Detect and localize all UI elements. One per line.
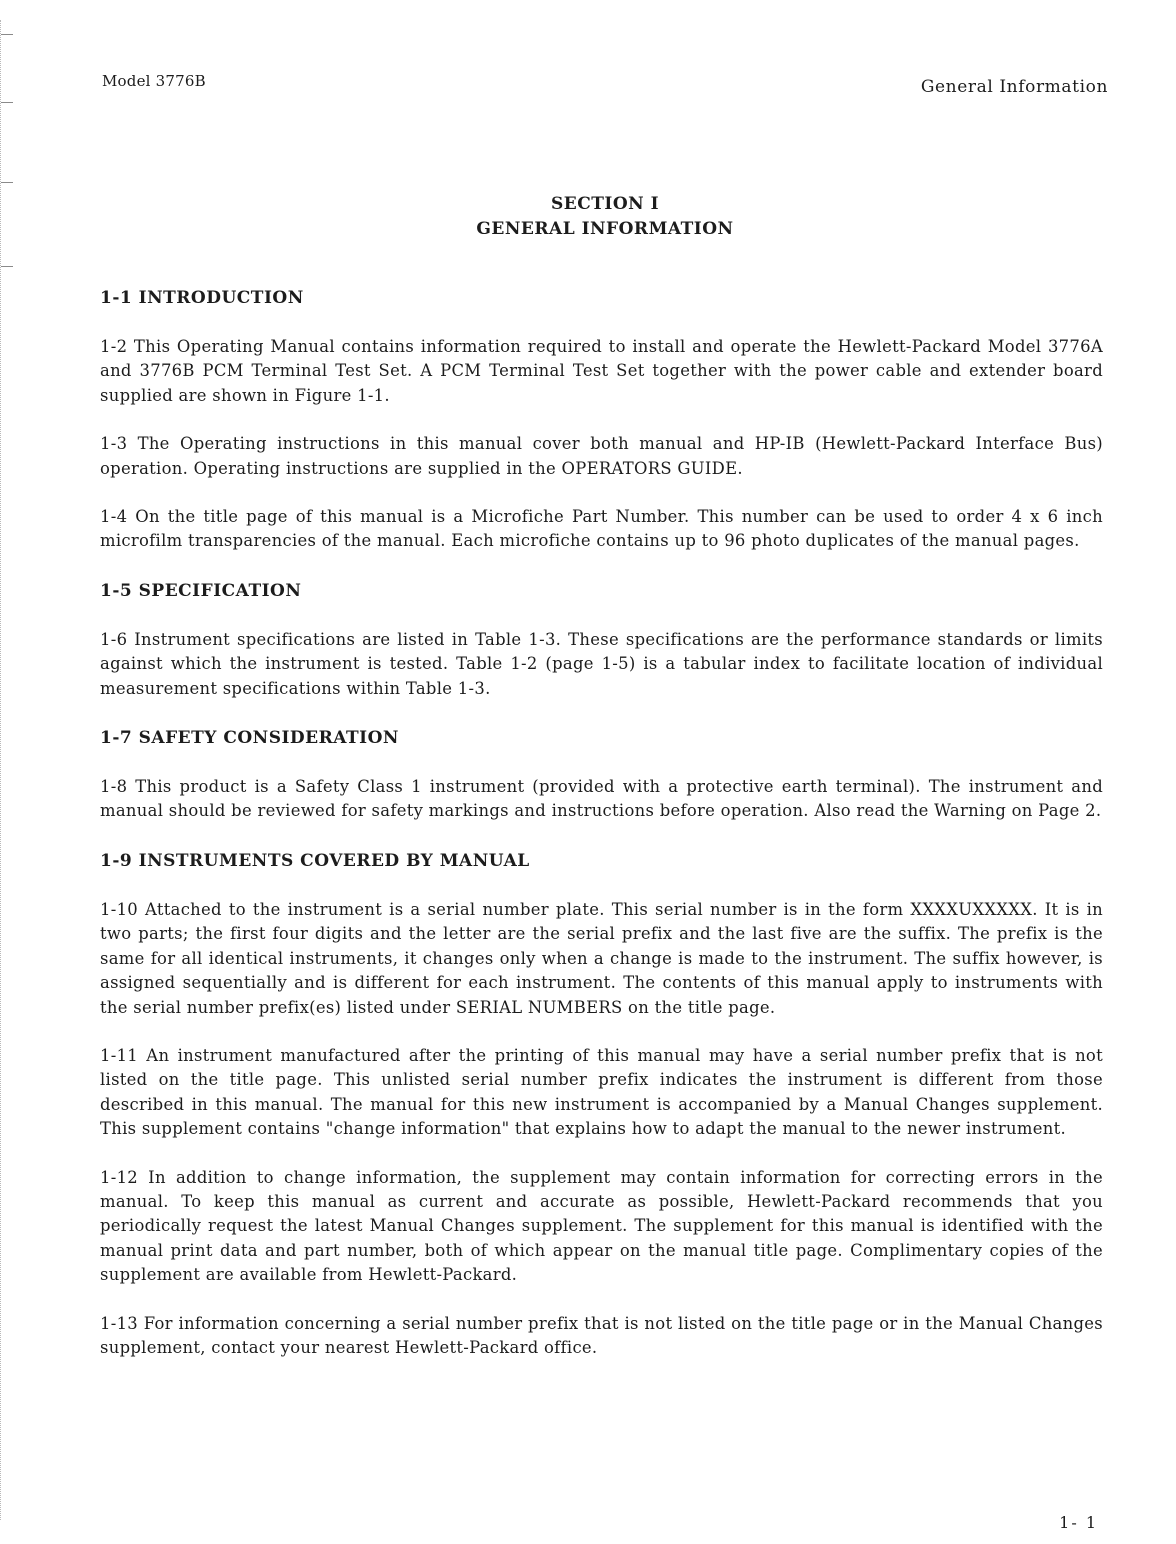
section-number: SECTION I — [550, 194, 660, 214]
heading-safety-consideration: 1-7 SAFETY CONSIDERATION — [100, 728, 399, 749]
binding-tick — [1, 266, 13, 267]
header-section-name: General Information — [920, 77, 1108, 97]
page-number: 1- 1 — [1059, 1513, 1098, 1532]
binding-tick — [1, 182, 13, 183]
header-model: Model 3776B — [102, 72, 206, 90]
section-title — [0, 192, 1176, 242]
paragraph-1-10: 1-10 Attached to the instrument is a serial number plate. This serial number is in the form XXXXUXXXXX. It is in two parts; the first four digits and the letter are the serial prefix and the last five are the suffix. The prefix is the same for all identical instruments, it changes only when a change is made to the instrument. The suffix however, is assigned sequentially and is different for each instrument. The contents of this manual apply to instruments with the serial number prefix(es) listed under SERIAL NUMBERS on the title page. — [100, 899, 1103, 1017]
paragraph-1-8: 1-8 This product is a Safety Class 1 instrument (provided with a protective earth terminal). The instrument and manual should be reviewed for safety markings and instructions before operation. Also read the Warning on Page 2. — [100, 777, 1103, 821]
binding-tick — [1, 34, 13, 35]
paragraph-1-2: 1-2 This Operating Manual contains information required to install and operate the Hewlett-Packard Model 3776A and 3776B PCM Terminal Test Set. A PCM Terminal Test Set together with the power cable and extender board supplied are shown in Figure 1-1. — [100, 337, 1103, 405]
paragraph-1-4: 1-4 On the title page of this manual is a Microfiche Part Number. This number can be used to order 4 x 6 inch microfilm transparencies of the manual. Each microfiche contains up to 96 photo duplicates of the manual pages. — [100, 507, 1103, 551]
paragraph-1-11: 1-11 An instrument manufactured after the printing of this manual may have a serial number prefix that is not listed on the title page. This unlisted serial number prefix indicates the instrument is different from those described in this manual. The manual for this new instrument is accompanied by a Manual Changes supplement. This supplement contains "change information" that explains how to adapt the manual to the newer instrument. — [100, 1045, 1103, 1139]
heading-specification: 1-5 SPECIFICATION — [100, 580, 302, 601]
binding-edge-marks — [0, 20, 15, 1520]
heading-introduction: 1-1 INTRODUCTION — [100, 288, 304, 308]
paragraph-1-13: 1-13 For information concerning a serial number prefix that is not listed on the title page or in the Manual Changes supplement, contact your nearest Hewlett-Packard office. — [100, 1313, 1103, 1357]
binding-tick — [1, 102, 13, 103]
heading-instruments-covered: 1-9 INSTRUMENTS COVERED BY MANUAL — [100, 850, 530, 871]
paragraph-1-6: 1-6 Instrument specifications are listed in Table 1-3. These specifications are the performance standards or limits against which the instrument is tested. Table 1-2 (page 1-5) is a tabular index to facilitate location of individual measurement specifications within Table 1-3. — [100, 629, 1103, 698]
section-name: GENERAL INFORMATION — [476, 219, 734, 239]
paragraph-1-3: 1-3 The Operating instructions in this manual cover both manual and HP-IB (Hewlett-Packard Interface Bus) operation. Operating instructions are supplied in the OPERATORS GUIDE. — [100, 434, 1103, 478]
paragraph-1-12: 1-12 In addition to change information, the supplement may contain information for correcting errors in the manual. To keep this manual as current and accurate as possible, Hewlett-Packard recommends that you periodically request the latest Manual Changes supplement. The supplement for this manual is identified with the manual print data and part number, both of which appear on the manual title page. Complimentary copies of the supplement are available from Hewlett-Packard. — [100, 1167, 1103, 1285]
page-body — [100, 285, 1103, 1384]
